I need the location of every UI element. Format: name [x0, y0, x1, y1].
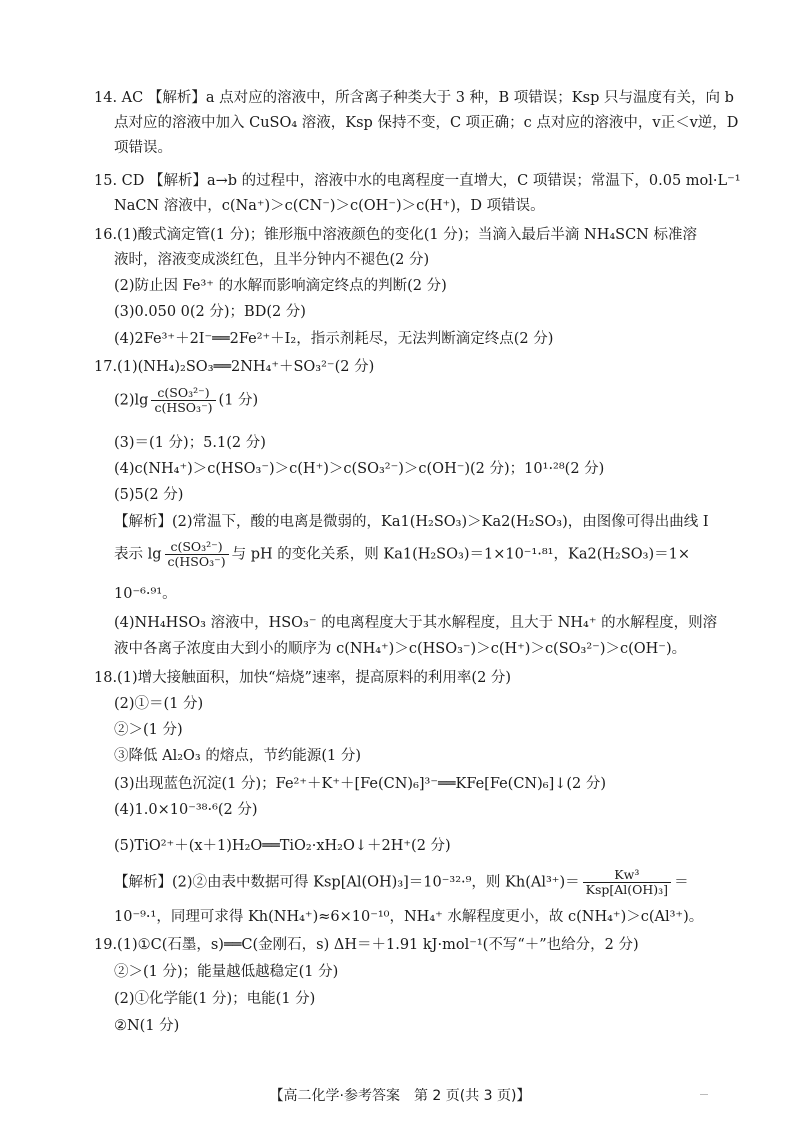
fraction-denominator: c(HSO₃⁻): [154, 400, 213, 415]
fraction: [583, 868, 671, 897]
line-l25: (3)出现蓝色沉淀(1 分)；Fe²⁺＋K⁺＋[Fe(CN)₆]³⁻══KFe[Fe(CN)₆]↓(2 分): [114, 776, 607, 792]
line-l03: 项错误。: [114, 140, 172, 156]
line-l04: 15. CD 【解析】a→b 的过程中，溶液中水的电离程度一直增大，C 项错误；常温下，0.05 mol·L⁻¹: [94, 173, 741, 189]
line-l07: 液时，溶液变成淡红色，且半分钟内不褪色(2 分): [114, 252, 430, 268]
line-l01: 14. AC 【解析】a 点对应的溶液中，所含离子种类大于 3 种，B 项错误；Ksp 只与温度有关，向 b: [94, 90, 734, 106]
line-l32: (2)①化学能(1 分)；电能(1 分): [114, 991, 316, 1007]
lg-prefix: (2)lg: [114, 392, 149, 409]
analysis-suffix: ＝: [674, 874, 689, 891]
line-l12: [114, 386, 734, 415]
line-l29: 10⁻⁹·¹，同理可求得 Kh(NH₄⁺)≈6×10⁻¹⁰，NH₄⁺ 水解程度更小，故 c(NH₄⁺)＞c(Al³⁺)。: [114, 909, 704, 925]
line-l02: 点对应的溶液中加入 CuSO₄ 溶液，Ksp 保持不变，C 项正确；c 点对应的溶液中，v正＜v逆，D: [114, 115, 739, 131]
line-l18: 10⁻⁶·⁹¹。: [114, 586, 177, 602]
line-l06: 16.(1)酸式滴定管(1 分)；锥形瓶中溶液颜色的变化(1 分)；当滴入最后半滴 NH₄SCN 标准溶: [94, 227, 697, 243]
line-l19: (4)NH₄HSO₃ 溶液中，HSO₃⁻ 的电离程度大于其水解程度，且大于 NH₄⁺ 的水解程度，则溶: [114, 615, 718, 631]
line-l23: ②＞(1 分): [114, 722, 183, 738]
page-footer: 【高二化学·参考答案 第 2 页(共 3 页)】: [269, 1088, 531, 1104]
analysis-prefix: 表示 lg: [114, 546, 162, 563]
fraction: [151, 386, 215, 415]
line-l13: (3)＝(1 分)；5.1(2 分): [114, 435, 266, 451]
line-l26: (4)1.0×10⁻³⁸·⁶(2 分): [114, 802, 258, 818]
line-l31: ②＞(1 分)；能量越低越稳定(1 分): [114, 964, 339, 980]
line-l28: [114, 868, 734, 897]
fraction-denominator: c(HSO₃⁻): [167, 554, 226, 569]
fraction-numerator: c(SO₃²⁻): [151, 386, 215, 401]
line-l15: (5)5(2 分): [114, 487, 184, 503]
line-l08: (2)防止因 Fe³⁺ 的水解而影响滴定终点的判断(2 分): [114, 278, 447, 294]
line-l21: 18.(1)增大接触面积，加快“焙烧”速率，提高原料的利用率(2 分): [94, 670, 512, 686]
analysis-prefix: 【解析】(2)②由表中数据可得 Ksp[Al(OH)₃]＝10⁻³²·⁹，则 Kh(Al³⁺)＝: [114, 874, 580, 891]
line-l11: 17.(1)(NH₄)₂SO₃══2NH₄⁺＋SO₃²⁻(2 分): [94, 359, 375, 375]
line-l09: (3)0.050 0(2 分)；BD(2 分): [114, 304, 306, 320]
score-note: (1 分): [218, 392, 259, 409]
line-l22: (2)①＝(1 分): [114, 696, 204, 712]
scan-mark: [700, 1094, 708, 1095]
line-l30: 19.(1)①C(石墨，s)══C(金刚石，s) ΔH＝＋1.91 kJ·mol⁻¹(不写“＋”也给分，2 分): [94, 937, 639, 953]
line-l05: NaCN 溶液中，c(Na⁺)＞c(CN⁻)＞c(OH⁻)＞c(H⁺)，D 项错误。: [114, 198, 545, 214]
fraction-numerator: Kw³: [583, 868, 671, 883]
line-l27: (5)TiO²⁺＋(x＋1)H₂O══TiO₂·xH₂O↓＋2H⁺(2 分): [114, 838, 451, 854]
line-l33: ②N(1 分): [114, 1018, 180, 1034]
fraction: [165, 540, 229, 569]
line-l16: 【解析】(2)常温下，酸的电离是微弱的，Ka1(H₂SO₃)＞Ka2(H₂SO₃)，由图像可得出曲线 Ⅰ: [114, 514, 709, 530]
line-l20: 液中各离子浓度由大到小的顺序为 c(NH₄⁺)＞c(HSO₃⁻)＞c(H⁺)＞c(SO₃²⁻)＞c(OH⁻)。: [114, 641, 687, 657]
fraction-denominator: Ksp[Al(OH)₃]: [585, 882, 669, 897]
fraction-numerator: c(SO₃²⁻): [165, 540, 229, 555]
line-l17: [114, 540, 734, 569]
line-l14: (4)c(NH₄⁺)＞c(HSO₃⁻)＞c(H⁺)＞c(SO₃²⁻)＞c(OH⁻)(2 分)；10¹·²⁸(2 分): [114, 461, 605, 477]
line-l10: (4)2Fe³⁺＋2I⁻══2Fe²⁺＋I₂，指示剂耗尽，无法判断滴定终点(2 分): [114, 331, 554, 347]
analysis-suffix: 与 pH 的变化关系，则 Ka1(H₂SO₃)＝1×10⁻¹·⁸¹，Ka2(H₂SO₃)＝1×: [231, 546, 690, 563]
line-l24: ③降低 Al₂O₃ 的熔点，节约能源(1 分): [114, 748, 361, 764]
